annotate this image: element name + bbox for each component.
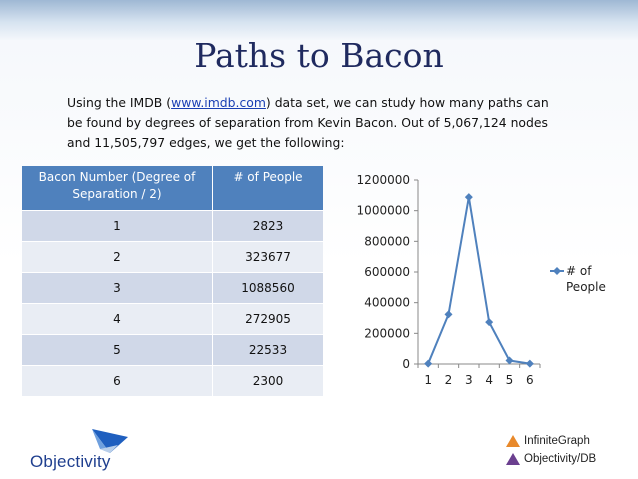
infinitegraph-label: InfiniteGraph	[524, 435, 590, 447]
y-tick-label: 200000	[364, 326, 410, 341]
x-tick-label: 6	[526, 373, 534, 387]
table-cell-people: 22533	[213, 335, 324, 366]
bacon-table	[22, 166, 323, 396]
table-cell-degree: 3	[22, 273, 213, 304]
data-point	[506, 357, 514, 365]
table-cell-degree: 4	[22, 304, 213, 335]
objectivity-logo-text: Objectivity	[30, 452, 111, 471]
x-tick-label: 5	[505, 373, 514, 387]
x-tick-label: 4	[485, 373, 493, 387]
series-line	[428, 197, 530, 364]
y-tick-label: 1000000	[356, 203, 410, 218]
legend-label: # of	[566, 264, 592, 278]
data-point	[526, 360, 534, 368]
slide-title: Paths to Bacon	[194, 36, 444, 75]
brand-logos	[506, 432, 596, 468]
intro-text	[67, 93, 567, 153]
y-tick-label: 800000	[364, 234, 410, 249]
x-tick-label: 3	[465, 373, 473, 387]
legend-label-line2: People	[566, 280, 606, 294]
imdb-link[interactable]: www.imdb.com	[171, 95, 266, 110]
table-cell-degree: 2	[22, 242, 213, 273]
table-row	[22, 304, 323, 335]
y-tick-label: 1200000	[356, 173, 410, 187]
table-row	[22, 242, 323, 273]
table-row	[22, 366, 323, 397]
table-cell-people: 272905	[213, 304, 324, 335]
intro-before-link: Using the IMDB (	[67, 95, 172, 110]
header-band	[0, 0, 638, 40]
objectivitydb-logo-icon	[506, 453, 520, 465]
table-row	[22, 273, 323, 304]
objectivitydb-brand	[506, 450, 596, 468]
data-point	[445, 310, 453, 318]
x-tick-label: 1	[424, 373, 432, 387]
data-point	[465, 193, 473, 201]
people-line-chart	[340, 165, 630, 400]
table-cell-degree: 1	[22, 211, 213, 242]
objectivitydb-label: Objectivity/DB	[524, 453, 597, 465]
table-cell-people: 1088560	[213, 273, 324, 304]
infinitegraph-brand	[506, 432, 596, 450]
data-point	[485, 318, 493, 326]
table-cell-people: 2300	[213, 366, 324, 397]
table-header-row	[22, 166, 323, 211]
table-row	[22, 335, 323, 366]
objectivity-logo-icon	[30, 427, 130, 455]
intro-after-link: ) data set, we can study how many paths can be found by degrees of separation from Kevin Bacon. Out of 5,067,124 nodes and 11,505,797 edges, we get the following:	[67, 95, 549, 150]
table-cell-degree: 5	[22, 335, 213, 366]
table-cell-people: 323677	[213, 242, 324, 273]
x-tick-label: 2	[444, 373, 453, 387]
data-point	[424, 360, 432, 368]
header-bacon-number: Bacon Number (Degree of Separation / 2)	[22, 166, 213, 211]
header-people: # of People	[213, 166, 324, 211]
y-tick-label: 600000	[364, 265, 410, 279]
table-row	[22, 211, 323, 242]
table-cell-people: 2823	[213, 211, 324, 242]
legend-swatch-marker	[553, 267, 561, 275]
infinitegraph-logo-icon	[506, 435, 520, 447]
table-cell-degree: 6	[22, 366, 213, 397]
y-tick-label: 400000	[364, 295, 410, 310]
y-tick-label: 0	[402, 357, 410, 371]
